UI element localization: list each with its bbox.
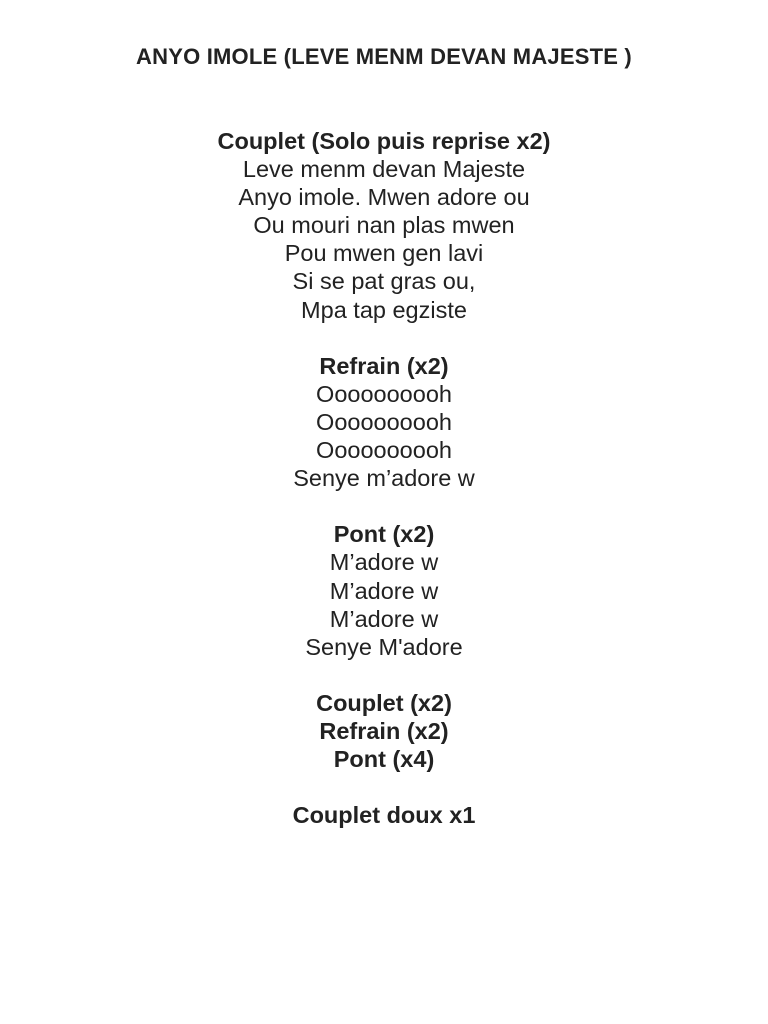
couplet-line: Ou mouri nan plas mwen: [253, 212, 515, 239]
lyrics-body: [0, 127, 768, 829]
refrain-heading: Refrain (x2): [319, 352, 449, 379]
stanza-gap: [0, 773, 768, 801]
couplet-line: Si se pat gras ou,: [292, 268, 476, 295]
refrain-line: Oooooooooh: [316, 437, 452, 464]
pont-line: M’adore w: [329, 549, 439, 576]
couplet-line: Pou mwen gen lavi: [284, 240, 484, 267]
couplet-heading: Couplet (Solo puis reprise x2): [217, 128, 551, 154]
refrain-line: Senye m’adore w: [293, 465, 475, 492]
couplet-line: Anyo imole. Mwen adore ou: [238, 184, 530, 211]
couplet-line: Mpa tap egziste: [301, 296, 467, 323]
structure-line: Refrain (x2): [319, 717, 449, 744]
pont-line: Senye M'adore: [305, 633, 463, 660]
structure-line: Pont (x4): [333, 746, 435, 773]
stanza-gap: [0, 324, 768, 352]
refrain-line: Oooooooooh: [316, 380, 452, 407]
pont-heading: Pont (x2): [333, 521, 435, 548]
stanza-gap: [0, 661, 768, 689]
pont-line: M’adore w: [329, 577, 439, 604]
pont-line: M’adore w: [329, 605, 439, 632]
structure-line: Couplet (x2): [316, 689, 452, 716]
ending-heading: Couplet doux x1: [292, 802, 476, 829]
song-title: ANYO IMOLE (LEVE MENM DEVAN MAJESTE ): [136, 44, 632, 69]
couplet-line: Leve menm devan Majeste: [242, 156, 526, 183]
stanza-gap: [0, 492, 768, 520]
refrain-line: Oooooooooh: [316, 408, 452, 435]
